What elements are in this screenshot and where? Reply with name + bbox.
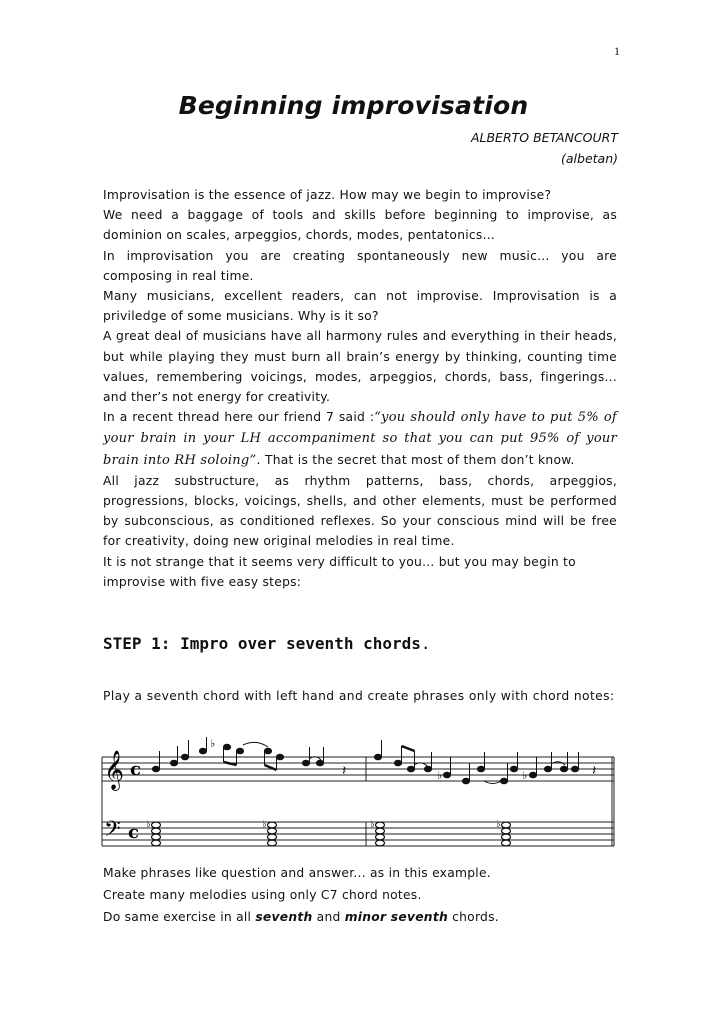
bass-staff bbox=[102, 822, 614, 846]
svg-text:♭: ♭ bbox=[210, 737, 216, 750]
svg-text:♭: ♭ bbox=[522, 769, 528, 782]
time-signature: c bbox=[130, 759, 141, 780]
closing-pre: Do same exercise in all bbox=[103, 910, 256, 924]
chord-2 bbox=[262, 819, 277, 846]
chord-1 bbox=[146, 819, 161, 846]
svg-text:♭: ♭ bbox=[146, 819, 151, 830]
step-intro: Play a seventh chord with left hand and create phrases only with chord notes: bbox=[103, 689, 615, 703]
treble-staff bbox=[102, 757, 614, 781]
emphasis-minor-seventh: minor seventh bbox=[344, 910, 448, 924]
closing-line bbox=[103, 906, 617, 928]
paragraph: It is not strange that it seems very difficult to you... but you may begin to improvise with five easy steps: bbox=[103, 554, 576, 589]
chord-3 bbox=[370, 819, 385, 846]
svg-text:♭: ♭ bbox=[437, 769, 443, 782]
author-block bbox=[471, 127, 618, 169]
svg-text:𝄽: 𝄽 bbox=[342, 763, 347, 779]
music-score bbox=[98, 737, 618, 855]
treble-notes-m1 bbox=[152, 737, 346, 779]
step-heading-period: . bbox=[420, 634, 431, 653]
closing-line: Make phrases like question and answer... as in this example. bbox=[103, 866, 491, 880]
paragraph-quote bbox=[103, 407, 617, 471]
page-number: 1 bbox=[614, 44, 620, 58]
closing-mid: and bbox=[312, 910, 345, 924]
chord-4 bbox=[496, 819, 511, 846]
author-name: ALBERTO BETANCOURT bbox=[470, 130, 618, 145]
page-title: Beginning improvisation bbox=[178, 91, 529, 120]
svg-text:♭: ♭ bbox=[496, 819, 501, 830]
paragraph: A great deal of musicians have all harmony rules and everything in their heads, but while playing they must burn all brain’s energy by thinking, counting time values, remembering voicings, modes, arpeggios, chords, bass, fingerings... and ther’s not energy for creativity. bbox=[103, 329, 617, 405]
closing-text bbox=[103, 862, 617, 928]
svg-text:♭: ♭ bbox=[370, 819, 375, 830]
intro-body bbox=[103, 185, 617, 592]
paragraph: All jazz substructure, as rhythm patterns, bass, chords, arpeggios, progressions, blocks, voicings, shells, and other elements, must be performed by subconscious, as conditioned reflexes. So your conscious mind will be free for creativity, doing new original melodies in real time. bbox=[103, 473, 617, 549]
time-signature-bass: c bbox=[128, 822, 139, 843]
bass-chords bbox=[146, 819, 511, 846]
quote-text: “you should only have to put 5% of your brain in your LH accompaniment so that you can put 95% of your brain into RH soloing”. bbox=[103, 410, 617, 468]
svg-text:♭: ♭ bbox=[262, 819, 267, 830]
paragraph: Many musicians, excellent readers, can not improvise. Improvisation is a priviledge of some musicians. Why is it so? bbox=[103, 289, 617, 324]
paragraph: We need a baggage of tools and skills before beginning to improvise, as dominion on scales, arpeggios, chords, modes, pentatonics... bbox=[103, 208, 617, 243]
emphasis-seventh: seventh bbox=[255, 910, 313, 924]
paragraph: In improvisation you are creating spontaneously new music... you are composing in real time. bbox=[103, 248, 617, 283]
step-heading bbox=[103, 634, 431, 653]
treble-clef-icon: 𝄞 bbox=[104, 750, 125, 790]
quote-lead: In a recent thread here our friend 7 said : bbox=[103, 410, 375, 425]
paragraph: Improvisation is the essence of jazz. How may we begin to improvise? bbox=[103, 188, 552, 202]
treble-notes-m2 bbox=[374, 740, 596, 784]
svg-text:𝄽: 𝄽 bbox=[592, 763, 597, 779]
barlines bbox=[102, 757, 614, 846]
quote-tail: That is the secret that most of them don’t know. bbox=[260, 452, 575, 467]
closing-post: chords. bbox=[447, 910, 499, 924]
closing-line: Create many melodies using only C7 chord notes. bbox=[103, 888, 422, 902]
step-heading-text: STEP 1: Impro over seventh chords bbox=[103, 634, 421, 653]
author-alias: (albetan) bbox=[561, 151, 618, 166]
bass-clef-icon: 𝄢 bbox=[104, 817, 121, 847]
